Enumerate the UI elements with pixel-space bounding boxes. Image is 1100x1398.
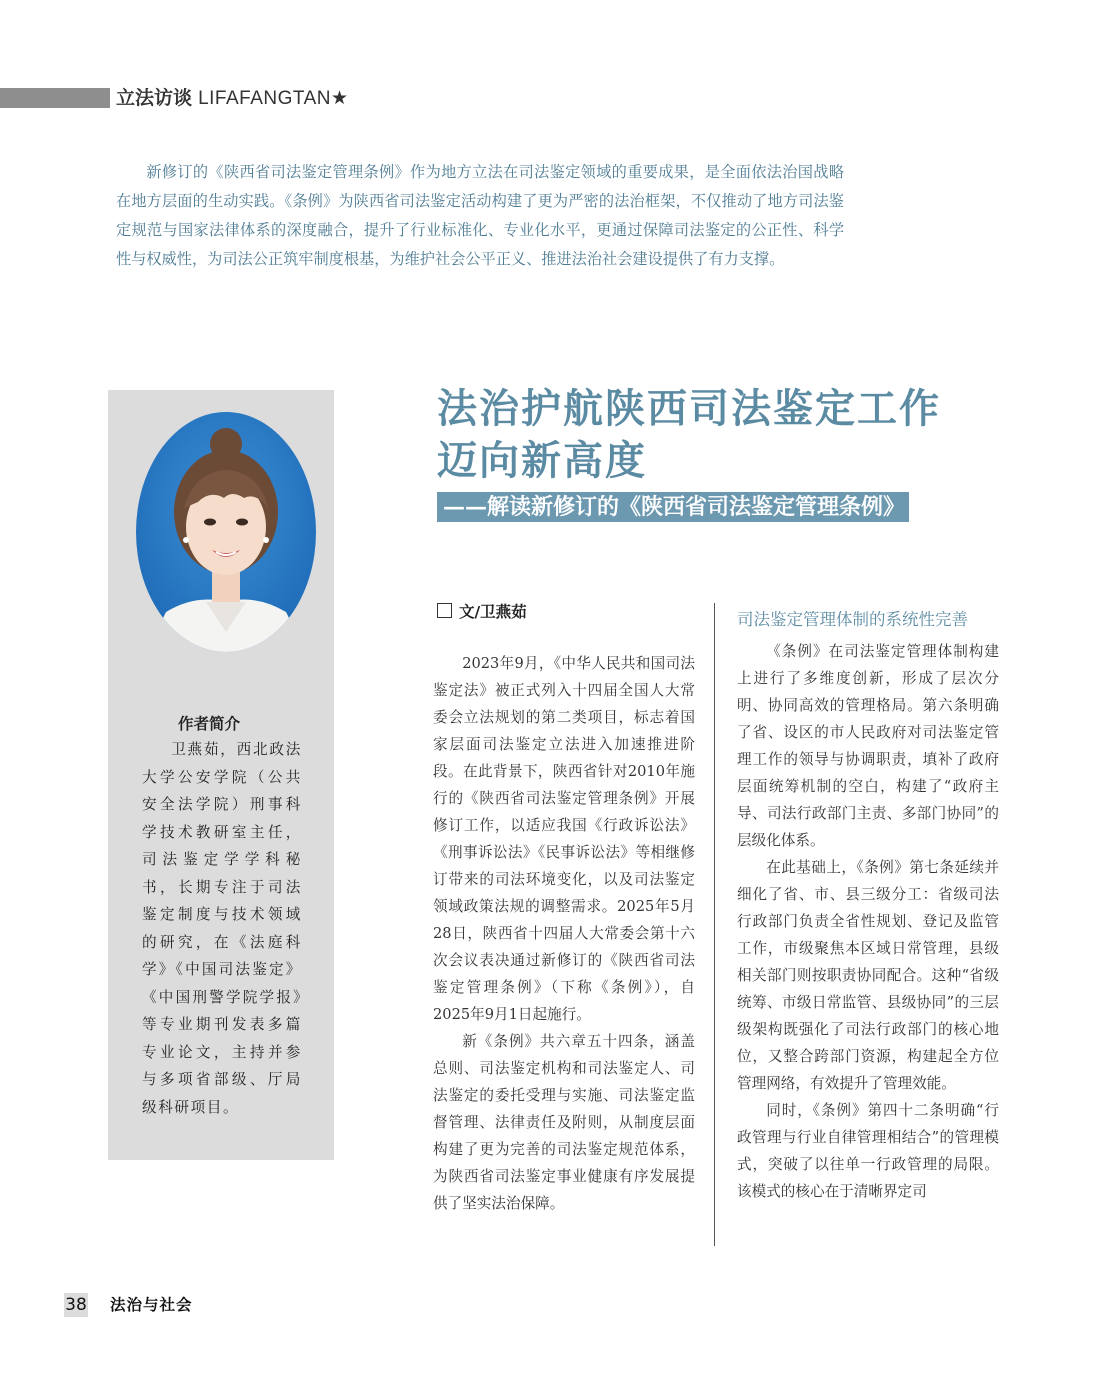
- column-middle: [433, 650, 695, 1217]
- article-title: [437, 383, 941, 487]
- magazine-name: 法治与社会: [110, 1296, 193, 1314]
- column-divider: [714, 603, 715, 1246]
- author-bio: 卫燕茹，西北政法大学公安学院（公共安全法学院）刑事科学技术教研室主任，司法鉴定学学科秘书，长期专注于司法鉴定制度与技术领域的研究，在《法庭科学》《中国司法鉴定》《中国刑警学院学报》等专业期刊发表多篇专业论文，主持并参与多项省部级、厅局级科研项目。: [142, 741, 302, 1116]
- author-heading: 作者简介: [178, 715, 241, 733]
- section-name-cn: 立法访谈: [116, 87, 193, 109]
- title-line-1: 法治护航陕西司法鉴定工作: [437, 386, 941, 432]
- section-heading: 司法鉴定管理体制的系统性完善: [737, 610, 968, 629]
- author-portrait: [136, 412, 316, 652]
- header-bar: [0, 88, 110, 108]
- article-subtitle: ——解读新修订的《陕西省司法鉴定管理条例》: [437, 492, 909, 522]
- intro-paragraph: 新修订的《陕西省司法鉴定管理条例》作为地方立法在司法鉴定领域的重要成果，是全面依法治国战略在地方层面的生动实践。《条例》为陕西省司法鉴定活动构建了更为严密的法治框架，不仅推动了地方司法鉴定规范与国家法律体系的深度融合，提升了行业标准化、专业化水平，更通过保障司法鉴定的公正性、科学性与权威性，为司法公正筑牢制度根基，为维护社会公平正义、推进法治社会建设提供了有力支撑。: [116, 163, 844, 268]
- column-right: [737, 638, 999, 1205]
- paragraph: 《条例》在司法鉴定管理体制构建上进行了多维度创新，形成了层次分明、协同高效的管理格局。第六条明确了省、设区的市人民政府对司法鉴定管理工作的领导与协调职责，填补了政府层面统筹机制的空白，构建了“政府主导、司法行政部门主责、多部门协同”的层级化体系。: [737, 643, 999, 849]
- byline: [437, 600, 527, 622]
- paragraph: 在此基础上，《条例》第七条延续并细化了省、市、县三级分工：省级司法行政部门负责全省性规划、登记及监管工作，市级聚焦本区域日常管理，县级相关部门则按职责协同配合。这种“省级统筹、市级日常监管、县级协同”的三层级架构既强化了司法行政部门的核心地位，又整合跨部门资源，构建起全方位管理网络，有效提升了管理效能。: [737, 859, 999, 1092]
- paragraph: 新《条例》共六章五十四条，涵盖总则、司法鉴定机构和司法鉴定人、司法鉴定的委托受理与实施、司法鉴定监督管理、法律责任及附则，从制度层面构建了更为完善的司法鉴定规范体系，为陕西省司法鉴定事业健康有序发展提供了坚实法治保障。: [433, 1033, 695, 1212]
- byline-text: 文/卫燕茹: [459, 603, 527, 621]
- title-line-2: 迈向新高度: [437, 438, 647, 484]
- page-number: 38: [65, 1295, 87, 1315]
- section-header: [116, 85, 348, 112]
- portrait-image: [136, 412, 316, 652]
- section-name-en: LIFAFANGTAN: [198, 88, 331, 109]
- paragraph: 同时，《条例》第四十二条明确“行政管理与行业自律管理相结合”的管理模式，突破了以往单一行政管理的局限。该模式的核心在于清晰界定司: [737, 1102, 999, 1200]
- paragraph: 2023年9月，《中华人民共和国司法鉴定法》被正式列入十四届全国人大常委会立法规划的第二类项目，标志着国家层面司法鉴定立法进入加速推进阶段。在此背景下，陕西省针对2010年施行的《陕西省司法鉴定管理条例》开展修订工作，以适应我国《行政诉讼法》《刑事诉讼法》《民事诉讼法》等相继修订带来的司法环境变化，以及司法鉴定领域政策法规的调整需求。2025年5月28日，陕西省十四届人大常委会第十六次会议表决通过新修订的《陕西省司法鉴定管理条例》（下称《条例》），自2025年9月1日起施行。: [433, 655, 695, 1023]
- author-box: [108, 390, 334, 1160]
- star-icon: ★: [330, 87, 349, 109]
- square-icon: [437, 603, 452, 618]
